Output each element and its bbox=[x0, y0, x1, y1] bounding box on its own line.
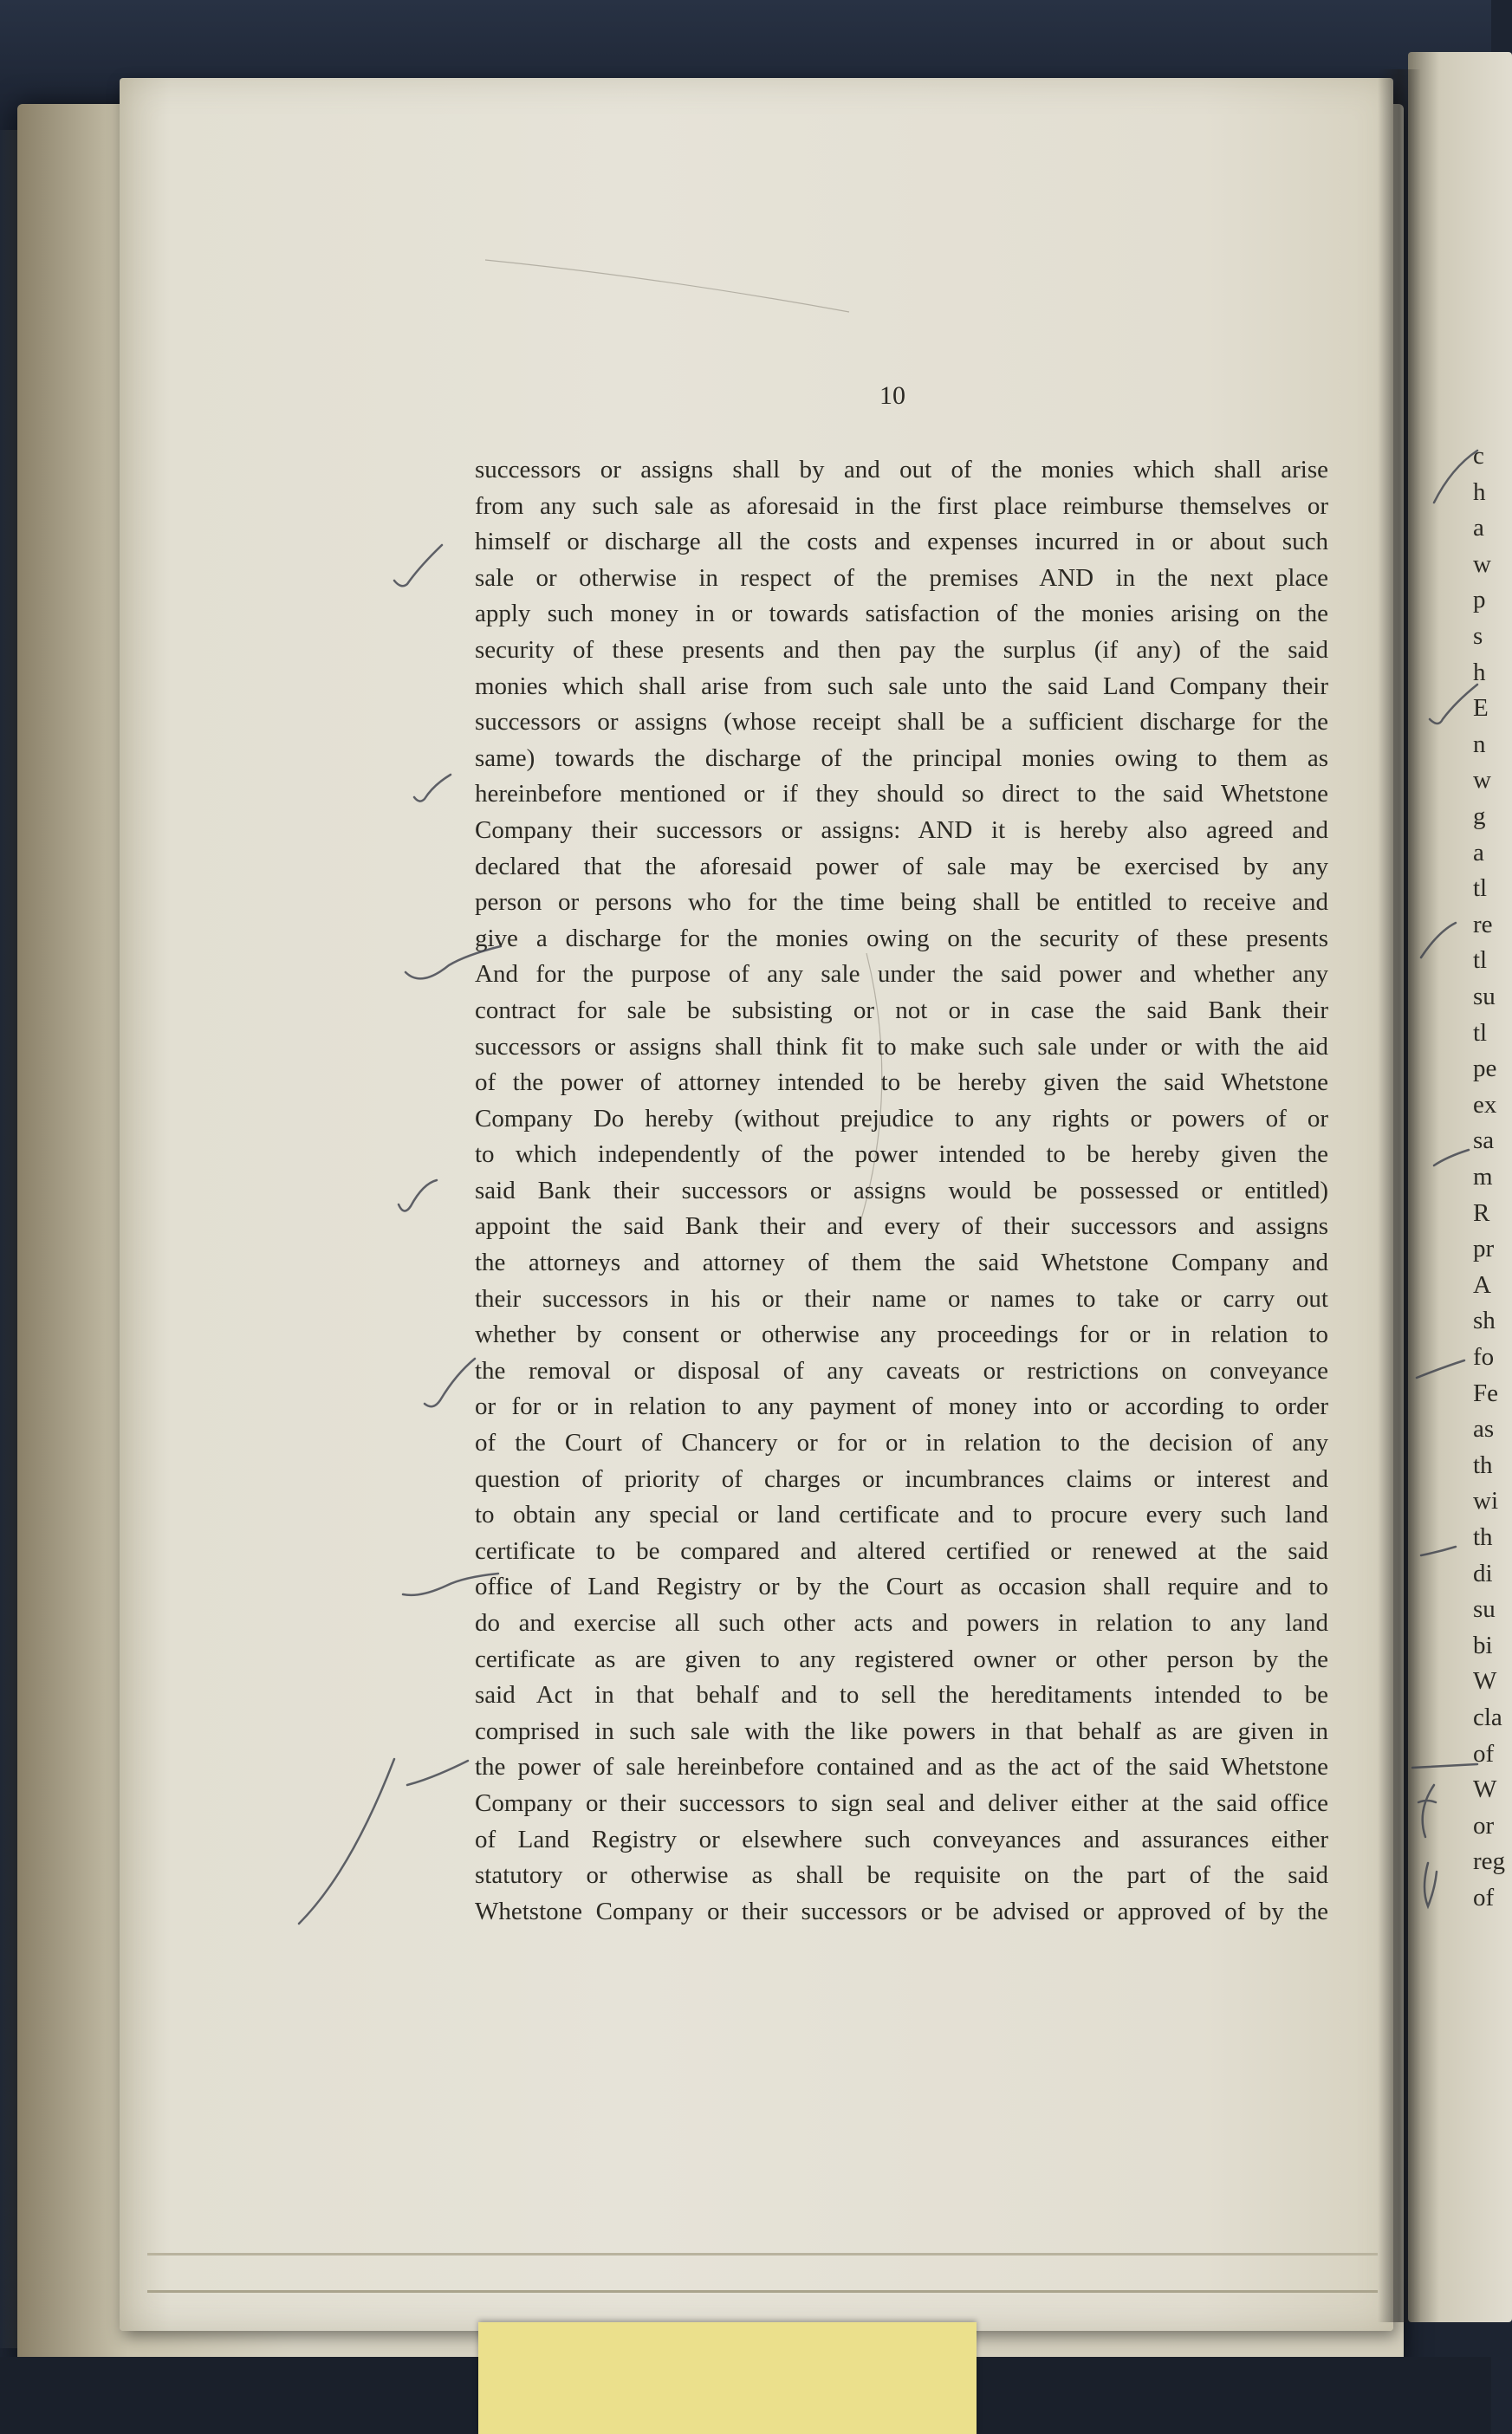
facing-page-fragment: tl bbox=[1473, 874, 1488, 903]
page-number: 10 bbox=[879, 381, 905, 410]
facing-page-fragment: di bbox=[1473, 1559, 1493, 1587]
text-line: same) towards the discharge of the principal monies owing to them as bbox=[475, 743, 1328, 772]
text-line: certificate as are given to any registered owner or other person by the bbox=[475, 1645, 1328, 1673]
pencil-stroke bbox=[407, 1761, 468, 1785]
check-mark-icon bbox=[1430, 685, 1477, 724]
text-line: give a discharge for the monies owing on the security of these presents bbox=[475, 924, 1328, 952]
facing-page-fragment: R bbox=[1473, 1198, 1490, 1227]
pencil-stroke bbox=[299, 1759, 394, 1924]
text-line: or for or in relation to any payment of money into or according to order bbox=[475, 1392, 1328, 1421]
text-line: Company their successors or assigns: AND it is hereby also agreed and bbox=[475, 815, 1328, 844]
text-line: successors or assigns shall think fit to make such sale under or with the aid bbox=[475, 1032, 1328, 1061]
text-line: of the Court of Chancery or for or in relation to the decision of any bbox=[475, 1429, 1328, 1457]
facing-page-fragment: m bbox=[1473, 1163, 1493, 1191]
text-line: comprised in such sale with the like powers in that behalf as are given in bbox=[475, 1717, 1328, 1745]
pencil-stroke bbox=[1421, 1547, 1456, 1555]
pencil-stroke bbox=[1434, 1150, 1469, 1165]
text-line: security of these presents and then pay the surplus (if any) of the said bbox=[475, 635, 1328, 664]
facing-page-fragment: of bbox=[1473, 1739, 1495, 1768]
facing-page-fragment: pr bbox=[1473, 1235, 1495, 1263]
text-line: the removal or disposal of any caveats or restrictions on conveyance bbox=[475, 1356, 1328, 1385]
facing-page-fragment: w bbox=[1473, 766, 1491, 795]
text-line: their successors in his or their name or names to take or carry out bbox=[475, 1284, 1328, 1313]
pencil-stroke bbox=[406, 946, 501, 978]
paper-creases bbox=[485, 260, 882, 1230]
facing-page-fragment: re bbox=[1473, 910, 1493, 938]
text-line: successors or assigns (whose receipt shall be a sufficient discharge for the bbox=[475, 708, 1328, 737]
text-line: do and exercise all such other acts and powers in relation to any land bbox=[475, 1609, 1328, 1637]
facing-page-fragment: tl bbox=[1473, 1018, 1488, 1047]
text-line: the attorneys and attorney of them the said Whetstone Company and bbox=[475, 1249, 1328, 1277]
facing-page-fragment: h bbox=[1473, 477, 1486, 506]
text-line: whether by consent or otherwise any proceedings for or in relation to bbox=[475, 1321, 1328, 1349]
facing-page-fragment: bi bbox=[1473, 1631, 1493, 1659]
text-line: person or persons who for the time being shall be entitled to receive and bbox=[475, 888, 1328, 917]
check-mark-icon bbox=[414, 775, 451, 802]
facing-page-fragment: s bbox=[1473, 622, 1483, 650]
text-line: himself or discharge all the costs and expenses incurred in or about such bbox=[475, 528, 1328, 556]
pencil-stroke bbox=[1412, 1764, 1477, 1768]
text-line: of the power of attorney intended to be hereby given the said Whetstone bbox=[475, 1068, 1328, 1097]
text-line: said Act in that behalf and to sell the hereditaments intended to be bbox=[475, 1681, 1328, 1710]
facing-page-fragment: sa bbox=[1473, 1126, 1495, 1155]
text-line: certificate to be compared and altered certified or renewed at the said bbox=[475, 1536, 1328, 1565]
pencil-stroke bbox=[1418, 1785, 1436, 1837]
pencil-stroke bbox=[1434, 451, 1477, 503]
facing-page-fragment: th bbox=[1473, 1451, 1493, 1479]
facing-page-fragment: h bbox=[1473, 658, 1486, 686]
facing-page-fragment: Fe bbox=[1473, 1379, 1498, 1407]
text-line: question of priority of charges or incumbrances claims or interest and bbox=[475, 1464, 1328, 1493]
check-mark-icon bbox=[394, 545, 442, 586]
facing-page-fragment: fo bbox=[1473, 1343, 1495, 1371]
text-line: contract for sale be subsisting or not or in case the said Bank their bbox=[475, 996, 1328, 1024]
facing-page-fragment: W bbox=[1473, 1667, 1497, 1696]
facing-page-fragment: c bbox=[1473, 442, 1484, 470]
facing-page-fragment: ex bbox=[1473, 1090, 1497, 1119]
pencil-stroke bbox=[1424, 1863, 1437, 1906]
facing-page-fragment: a bbox=[1473, 838, 1484, 867]
facing-page-fragment: sh bbox=[1473, 1307, 1496, 1335]
text-line: Company Do hereby (without prejudice to any rights or powers of or bbox=[475, 1104, 1328, 1133]
text-line: to which independently of the power intended to be hereby given the bbox=[475, 1140, 1328, 1169]
text-line: declared that the aforesaid power of sale may be exercised by any bbox=[475, 852, 1328, 880]
facing-page-fragment: cla bbox=[1473, 1704, 1502, 1731]
text-line: Company or their successors to sign seal and deliver either at the said office bbox=[475, 1788, 1328, 1817]
text-line: from any such sale as aforesaid in the first place reimburse themselves or bbox=[475, 491, 1328, 520]
facing-page-fragment: pe bbox=[1473, 1055, 1497, 1083]
check-mark-icon bbox=[399, 1180, 437, 1211]
pencil-stroke bbox=[1421, 923, 1456, 957]
facing-page-fragment: reg bbox=[1473, 1847, 1506, 1876]
text-line: appoint the said Bank their and every of their successors and assigns bbox=[475, 1212, 1328, 1241]
facing-page-fragment: E bbox=[1473, 694, 1489, 723]
text-line: monies which shall arise from such sale unto the said Land Company their bbox=[475, 672, 1328, 700]
facing-page-fragment: w bbox=[1473, 549, 1491, 578]
text-line: said Bank their successors or assigns would be possessed or entitled) bbox=[475, 1176, 1328, 1204]
text-line: the power of sale hereinbefore contained and as the act of the said Whetstone bbox=[475, 1753, 1328, 1782]
text-line: of Land Registry or elsewhere such conveyances and assurances either bbox=[475, 1825, 1328, 1853]
facing-page-fragment: a bbox=[1473, 514, 1484, 542]
text-line: successors or assigns shall by and out of the monies which shall arise bbox=[475, 456, 1328, 484]
facing-page-fragment: A bbox=[1473, 1270, 1491, 1299]
text-line: And for the purpose of any sale under the said power and whether any bbox=[475, 960, 1328, 989]
facing-page-fragment: p bbox=[1473, 586, 1486, 614]
facing-page-fragment: of bbox=[1473, 1884, 1495, 1912]
facing-page-fragment: g bbox=[1473, 802, 1486, 830]
facing-page-fragment: n bbox=[1473, 730, 1486, 758]
facing-page-fragment: su bbox=[1473, 983, 1496, 1010]
facing-page-fragment: su bbox=[1473, 1595, 1496, 1624]
text-line: apply such money in or towards satisfaction of the monies arising on the bbox=[475, 600, 1328, 628]
facing-page-fragment: tl bbox=[1473, 946, 1488, 975]
sticky-note bbox=[478, 2322, 977, 2434]
check-mark-icon bbox=[425, 1359, 475, 1406]
facing-page-fragment: th bbox=[1473, 1523, 1493, 1551]
text-line: statutory or otherwise as shall be requisite on the part of the said bbox=[475, 1861, 1328, 1890]
pencil-stroke bbox=[1417, 1360, 1464, 1378]
facing-page-fragment: wi bbox=[1473, 1487, 1498, 1516]
facing-page-fragment: or bbox=[1473, 1811, 1495, 1840]
text-line: Whetstone Company or their successors or be advised or approved of by the bbox=[475, 1897, 1328, 1925]
text-line: office of Land Registry or by the Court as occasion shall require and to bbox=[475, 1573, 1328, 1601]
pencil-stroke bbox=[403, 1574, 498, 1595]
text-line: to obtain any special or land certificate and to procure every such land bbox=[475, 1501, 1328, 1529]
text-line: sale or otherwise in respect of the premises AND in the next place bbox=[475, 563, 1328, 592]
facing-page-fragment: W bbox=[1473, 1775, 1497, 1804]
facing-page-fragment: as bbox=[1473, 1415, 1495, 1444]
text-line: hereinbefore mentioned or if they should so direct to the said Whetstone bbox=[475, 780, 1328, 808]
